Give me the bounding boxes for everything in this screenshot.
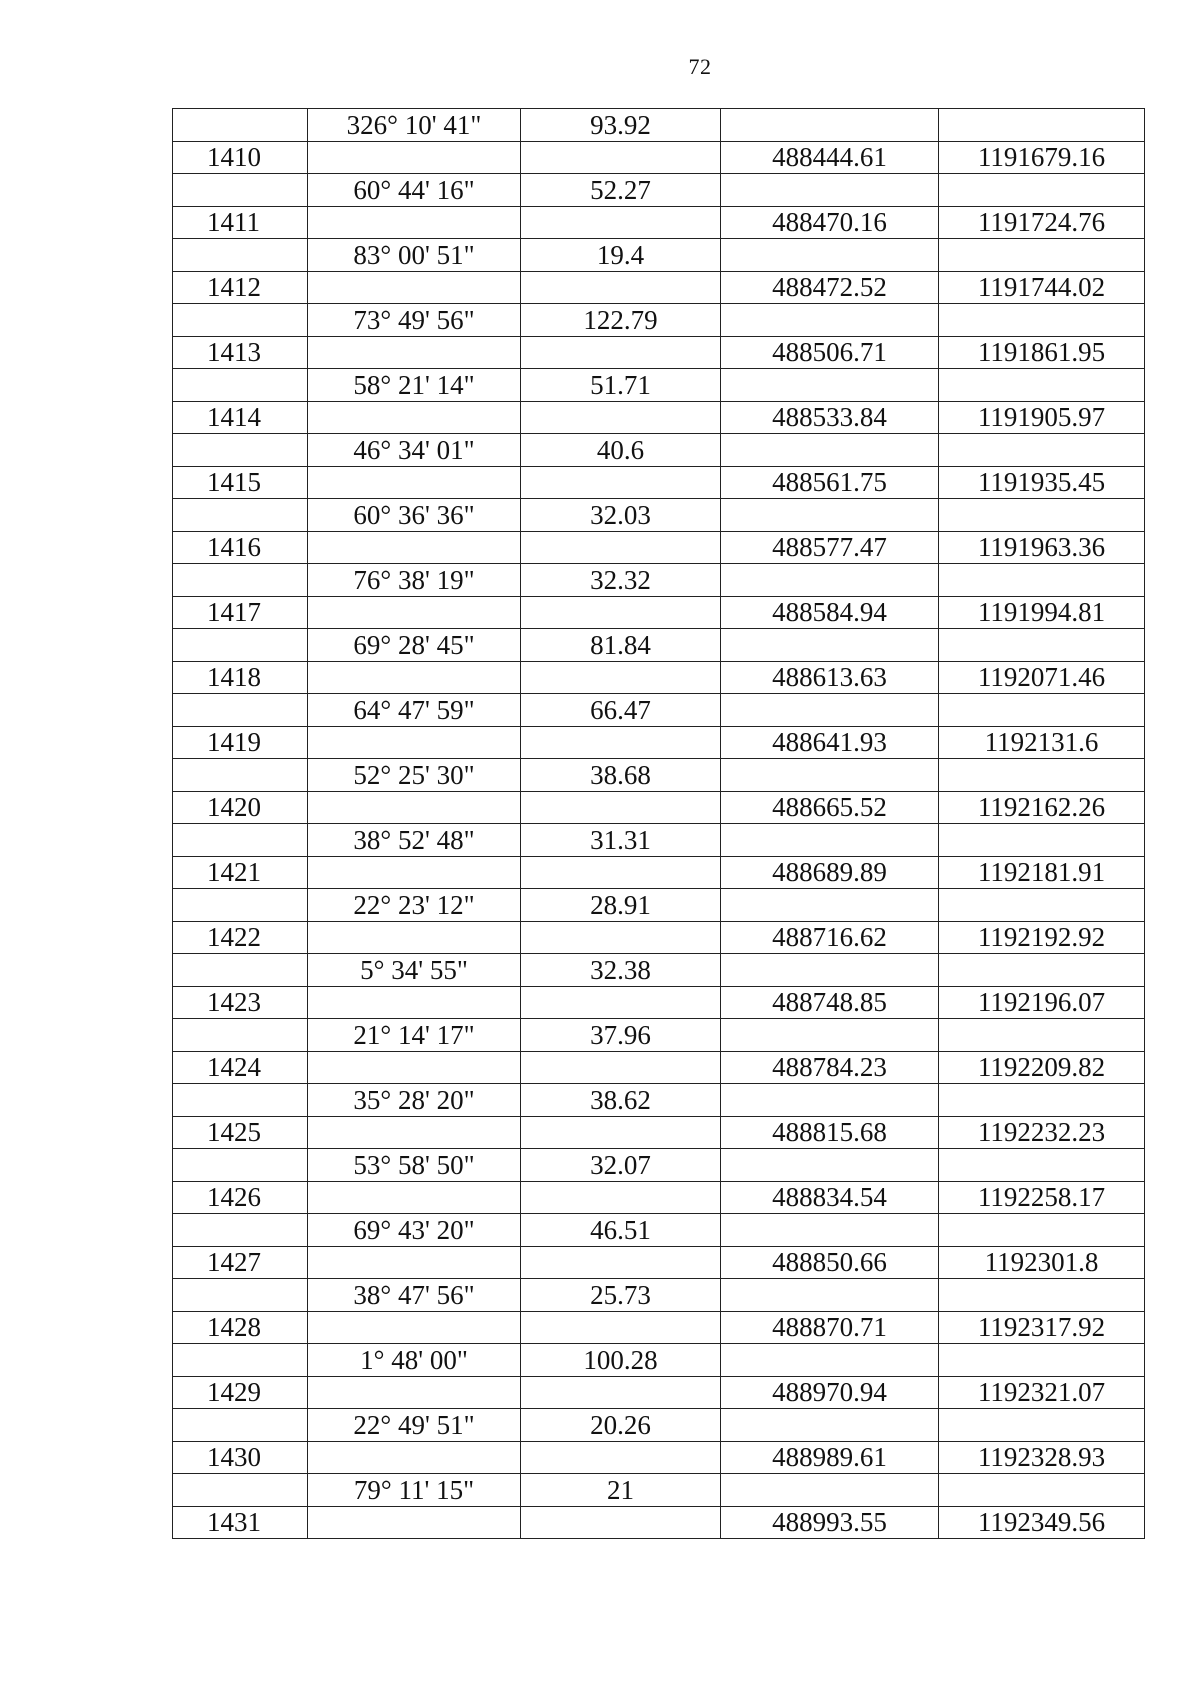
- point-cell: [173, 499, 308, 532]
- distance-cell: 31.31: [521, 824, 721, 857]
- easting-cell: [939, 629, 1145, 662]
- table-row: [173, 1019, 1145, 1052]
- bearing-cell: 60° 44' 16": [308, 174, 521, 207]
- distance-cell: 38.62: [521, 1084, 721, 1117]
- northing-cell: [721, 304, 939, 337]
- easting-cell: [939, 369, 1145, 402]
- point-cell: 1424: [173, 1051, 308, 1084]
- easting-cell: 1191861.95: [939, 336, 1145, 369]
- bearing-cell: 53° 58' 50": [308, 1149, 521, 1182]
- distance-cell: [521, 1181, 721, 1214]
- distance-cell: [521, 1441, 721, 1474]
- easting-cell: [939, 1084, 1145, 1117]
- distance-cell: 32.38: [521, 954, 721, 987]
- distance-cell: [521, 141, 721, 174]
- distance-cell: [521, 986, 721, 1019]
- northing-cell: 488533.84: [721, 401, 939, 434]
- bearing-cell: [308, 1246, 521, 1279]
- northing-cell: [721, 1084, 939, 1117]
- bearing-cell: [308, 271, 521, 304]
- northing-cell: 488689.89: [721, 856, 939, 889]
- northing-cell: 488444.61: [721, 141, 939, 174]
- table-row: [173, 206, 1145, 239]
- easting-cell: 1192162.26: [939, 791, 1145, 824]
- table-row: [173, 1051, 1145, 1084]
- table-row: [173, 1441, 1145, 1474]
- point-cell: [173, 434, 308, 467]
- easting-cell: 1191724.76: [939, 206, 1145, 239]
- table-row: [173, 401, 1145, 434]
- point-cell: 1429: [173, 1376, 308, 1409]
- bearing-cell: [308, 856, 521, 889]
- distance-cell: [521, 1246, 721, 1279]
- table-row: [173, 1084, 1145, 1117]
- bearing-cell: [308, 401, 521, 434]
- bearing-cell: 22° 49' 51": [308, 1409, 521, 1442]
- point-cell: 1419: [173, 726, 308, 759]
- easting-cell: 1192258.17: [939, 1181, 1145, 1214]
- northing-cell: [721, 564, 939, 597]
- bearing-cell: [308, 206, 521, 239]
- distance-cell: [521, 1506, 721, 1539]
- northing-cell: [721, 824, 939, 857]
- table-row: [173, 921, 1145, 954]
- distance-cell: [521, 596, 721, 629]
- northing-cell: 488850.66: [721, 1246, 939, 1279]
- page-number: 72: [688, 54, 712, 79]
- northing-cell: [721, 629, 939, 662]
- point-cell: 1420: [173, 791, 308, 824]
- point-cell: [173, 304, 308, 337]
- table-row: [173, 239, 1145, 272]
- bearing-cell: [308, 726, 521, 759]
- distance-cell: 46.51: [521, 1214, 721, 1247]
- distance-cell: [521, 1116, 721, 1149]
- bearing-cell: 64° 47' 59": [308, 694, 521, 727]
- distance-cell: [521, 791, 721, 824]
- point-cell: 1431: [173, 1506, 308, 1539]
- distance-cell: 100.28: [521, 1344, 721, 1377]
- distance-cell: [521, 206, 721, 239]
- point-cell: [173, 1149, 308, 1182]
- northing-cell: [721, 109, 939, 142]
- point-cell: [173, 1019, 308, 1052]
- distance-cell: 28.91: [521, 889, 721, 922]
- table-row: [173, 986, 1145, 1019]
- bearing-cell: [308, 1506, 521, 1539]
- point-cell: [173, 1409, 308, 1442]
- northing-cell: 488584.94: [721, 596, 939, 629]
- easting-cell: 1192131.6: [939, 726, 1145, 759]
- distance-cell: [521, 1376, 721, 1409]
- distance-cell: 66.47: [521, 694, 721, 727]
- bearing-cell: 83° 00' 51": [308, 239, 521, 272]
- table-row: [173, 304, 1145, 337]
- easting-cell: [939, 304, 1145, 337]
- point-cell: 1430: [173, 1441, 308, 1474]
- northing-cell: [721, 759, 939, 792]
- bearing-cell: [308, 1116, 521, 1149]
- easting-cell: [939, 694, 1145, 727]
- distance-cell: 21: [521, 1474, 721, 1507]
- easting-cell: [939, 239, 1145, 272]
- table-row: [173, 174, 1145, 207]
- table-row: [173, 759, 1145, 792]
- bearing-cell: 69° 43' 20": [308, 1214, 521, 1247]
- easting-cell: 1191994.81: [939, 596, 1145, 629]
- bearing-cell: [308, 1181, 521, 1214]
- bearing-cell: 38° 47' 56": [308, 1279, 521, 1312]
- table-row: [173, 1246, 1145, 1279]
- table-row: [173, 824, 1145, 857]
- northing-cell: [721, 1019, 939, 1052]
- northing-cell: 488577.47: [721, 531, 939, 564]
- distance-cell: [521, 401, 721, 434]
- distance-cell: [521, 466, 721, 499]
- table-row: [173, 369, 1145, 402]
- bearing-cell: [308, 1376, 521, 1409]
- table-row: [173, 1149, 1145, 1182]
- table-row: [173, 1506, 1145, 1539]
- table-row: [173, 726, 1145, 759]
- distance-cell: 38.68: [521, 759, 721, 792]
- bearing-cell: 52° 25' 30": [308, 759, 521, 792]
- easting-cell: [939, 759, 1145, 792]
- bearing-cell: 76° 38' 19": [308, 564, 521, 597]
- easting-cell: 1191905.97: [939, 401, 1145, 434]
- easting-cell: 1192232.23: [939, 1116, 1145, 1149]
- table-row: [173, 661, 1145, 694]
- point-cell: 1421: [173, 856, 308, 889]
- table-row: [173, 336, 1145, 369]
- bearing-cell: 21° 14' 17": [308, 1019, 521, 1052]
- point-cell: [173, 1344, 308, 1377]
- distance-cell: [521, 1051, 721, 1084]
- point-cell: 1417: [173, 596, 308, 629]
- table-row: [173, 434, 1145, 467]
- distance-cell: [521, 1311, 721, 1344]
- northing-cell: 488506.71: [721, 336, 939, 369]
- northing-cell: [721, 1214, 939, 1247]
- northing-cell: 488641.93: [721, 726, 939, 759]
- northing-cell: [721, 1474, 939, 1507]
- easting-cell: 1191679.16: [939, 141, 1145, 174]
- easting-cell: 1192317.92: [939, 1311, 1145, 1344]
- easting-cell: [939, 109, 1145, 142]
- bearing-cell: 22° 23' 12": [308, 889, 521, 922]
- easting-cell: 1191744.02: [939, 271, 1145, 304]
- bearing-cell: 58° 21' 14": [308, 369, 521, 402]
- table-row: [173, 564, 1145, 597]
- northing-cell: 488561.75: [721, 466, 939, 499]
- point-cell: 1415: [173, 466, 308, 499]
- point-cell: 1410: [173, 141, 308, 174]
- northing-cell: 488716.62: [721, 921, 939, 954]
- distance-cell: 32.07: [521, 1149, 721, 1182]
- northing-cell: [721, 369, 939, 402]
- point-cell: [173, 954, 308, 987]
- point-cell: 1428: [173, 1311, 308, 1344]
- northing-cell: [721, 499, 939, 532]
- easting-cell: [939, 1474, 1145, 1507]
- table-row: [173, 1181, 1145, 1214]
- easting-cell: 1192209.82: [939, 1051, 1145, 1084]
- point-cell: [173, 109, 308, 142]
- easting-cell: [939, 824, 1145, 857]
- point-cell: [173, 1084, 308, 1117]
- point-cell: [173, 239, 308, 272]
- table-row: [173, 1409, 1145, 1442]
- table-body: [173, 109, 1145, 1539]
- point-cell: 1426: [173, 1181, 308, 1214]
- northing-cell: [721, 1279, 939, 1312]
- point-cell: 1413: [173, 336, 308, 369]
- distance-cell: [521, 336, 721, 369]
- bearing-cell: [308, 921, 521, 954]
- table-row: [173, 856, 1145, 889]
- distance-cell: 25.73: [521, 1279, 721, 1312]
- northing-cell: 488784.23: [721, 1051, 939, 1084]
- bearing-cell: 35° 28' 20": [308, 1084, 521, 1117]
- point-cell: [173, 1279, 308, 1312]
- easting-cell: 1192192.92: [939, 921, 1145, 954]
- easting-cell: 1192181.91: [939, 856, 1145, 889]
- point-cell: 1412: [173, 271, 308, 304]
- easting-cell: 1192321.07: [939, 1376, 1145, 1409]
- easting-cell: 1192301.8: [939, 1246, 1145, 1279]
- table-row: [173, 141, 1145, 174]
- northing-cell: [721, 1149, 939, 1182]
- distance-cell: [521, 271, 721, 304]
- bearing-cell: [308, 466, 521, 499]
- table-row: [173, 271, 1145, 304]
- distance-cell: 51.71: [521, 369, 721, 402]
- point-cell: [173, 1214, 308, 1247]
- distance-cell: [521, 726, 721, 759]
- table-row: [173, 1116, 1145, 1149]
- northing-cell: [721, 1409, 939, 1442]
- northing-cell: [721, 954, 939, 987]
- point-cell: 1414: [173, 401, 308, 434]
- easting-cell: [939, 434, 1145, 467]
- northing-cell: 488815.68: [721, 1116, 939, 1149]
- northing-cell: [721, 174, 939, 207]
- distance-cell: 122.79: [521, 304, 721, 337]
- northing-cell: [721, 889, 939, 922]
- distance-cell: 40.6: [521, 434, 721, 467]
- easting-cell: [939, 1214, 1145, 1247]
- distance-cell: 20.26: [521, 1409, 721, 1442]
- bearing-cell: 73° 49' 56": [308, 304, 521, 337]
- distance-cell: [521, 921, 721, 954]
- table-row: [173, 1474, 1145, 1507]
- northing-cell: 488989.61: [721, 1441, 939, 1474]
- table-row: [173, 596, 1145, 629]
- bearing-cell: 79° 11' 15": [308, 1474, 521, 1507]
- bearing-cell: [308, 336, 521, 369]
- easting-cell: [939, 174, 1145, 207]
- northing-cell: [721, 694, 939, 727]
- easting-cell: 1191963.36: [939, 531, 1145, 564]
- easting-cell: 1192349.56: [939, 1506, 1145, 1539]
- bearing-cell: 60° 36' 36": [308, 499, 521, 532]
- point-cell: 1423: [173, 986, 308, 1019]
- table-row: [173, 629, 1145, 662]
- easting-cell: [939, 889, 1145, 922]
- easting-cell: [939, 499, 1145, 532]
- distance-cell: [521, 661, 721, 694]
- table-row: [173, 1214, 1145, 1247]
- distance-cell: 32.03: [521, 499, 721, 532]
- distance-cell: 19.4: [521, 239, 721, 272]
- easting-cell: [939, 564, 1145, 597]
- northing-cell: 488470.16: [721, 206, 939, 239]
- northing-cell: 488970.94: [721, 1376, 939, 1409]
- bearing-cell: [308, 1441, 521, 1474]
- distance-cell: 32.32: [521, 564, 721, 597]
- table-row: [173, 1376, 1145, 1409]
- point-cell: 1427: [173, 1246, 308, 1279]
- point-cell: 1425: [173, 1116, 308, 1149]
- bearing-cell: [308, 531, 521, 564]
- point-cell: 1416: [173, 531, 308, 564]
- table-row: [173, 466, 1145, 499]
- bearing-cell: [308, 986, 521, 1019]
- northing-cell: 488870.71: [721, 1311, 939, 1344]
- easting-cell: [939, 1409, 1145, 1442]
- point-cell: 1422: [173, 921, 308, 954]
- point-cell: [173, 369, 308, 402]
- easting-cell: [939, 1279, 1145, 1312]
- table-row: [173, 1279, 1145, 1312]
- easting-cell: [939, 1344, 1145, 1377]
- northing-cell: [721, 239, 939, 272]
- point-cell: 1418: [173, 661, 308, 694]
- distance-cell: [521, 856, 721, 889]
- point-cell: [173, 694, 308, 727]
- bearing-cell: [308, 596, 521, 629]
- table-row: [173, 889, 1145, 922]
- table-row: [173, 791, 1145, 824]
- bearing-cell: 1° 48' 00": [308, 1344, 521, 1377]
- easting-cell: 1191935.45: [939, 466, 1145, 499]
- table-row: [173, 1344, 1145, 1377]
- easting-cell: 1192328.93: [939, 1441, 1145, 1474]
- point-cell: [173, 759, 308, 792]
- point-cell: [173, 629, 308, 662]
- point-cell: [173, 824, 308, 857]
- bearing-cell: [308, 791, 521, 824]
- survey-coordinates-table: [172, 108, 1145, 1539]
- bearing-cell: [308, 1311, 521, 1344]
- northing-cell: 488748.85: [721, 986, 939, 1019]
- bearing-cell: 38° 52' 48": [308, 824, 521, 857]
- bearing-cell: 5° 34' 55": [308, 954, 521, 987]
- northing-cell: [721, 1344, 939, 1377]
- distance-cell: 52.27: [521, 174, 721, 207]
- northing-cell: 488834.54: [721, 1181, 939, 1214]
- point-cell: [173, 1474, 308, 1507]
- point-cell: [173, 564, 308, 597]
- bearing-cell: [308, 141, 521, 174]
- bearing-cell: 69° 28' 45": [308, 629, 521, 662]
- distance-cell: 81.84: [521, 629, 721, 662]
- point-cell: [173, 174, 308, 207]
- point-cell: [173, 889, 308, 922]
- bearing-cell: [308, 661, 521, 694]
- distance-cell: 37.96: [521, 1019, 721, 1052]
- table-row: [173, 531, 1145, 564]
- table-row: [173, 499, 1145, 532]
- table-row: [173, 1311, 1145, 1344]
- easting-cell: 1192071.46: [939, 661, 1145, 694]
- table-row: [173, 109, 1145, 142]
- bearing-cell: [308, 1051, 521, 1084]
- point-cell: 1411: [173, 206, 308, 239]
- easting-cell: [939, 1149, 1145, 1182]
- northing-cell: [721, 434, 939, 467]
- northing-cell: 488665.52: [721, 791, 939, 824]
- table-row: [173, 954, 1145, 987]
- easting-cell: [939, 1019, 1145, 1052]
- northing-cell: 488993.55: [721, 1506, 939, 1539]
- easting-cell: [939, 954, 1145, 987]
- distance-cell: [521, 531, 721, 564]
- distance-cell: 93.92: [521, 109, 721, 142]
- bearing-cell: 46° 34' 01": [308, 434, 521, 467]
- northing-cell: 488613.63: [721, 661, 939, 694]
- northing-cell: 488472.52: [721, 271, 939, 304]
- bearing-cell: 326° 10' 41": [308, 109, 521, 142]
- table-row: [173, 694, 1145, 727]
- easting-cell: 1192196.07: [939, 986, 1145, 1019]
